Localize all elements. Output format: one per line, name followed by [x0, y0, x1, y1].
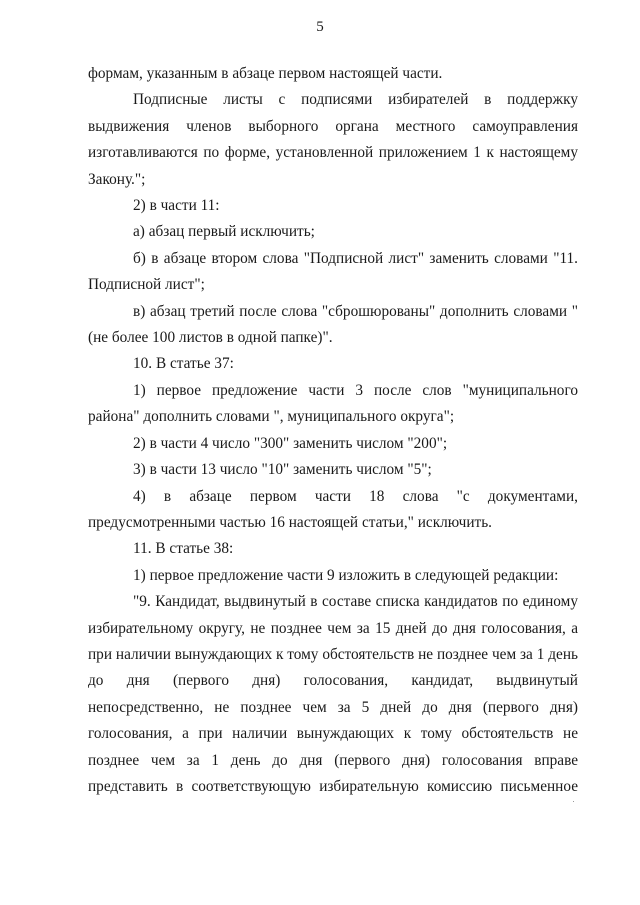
paragraph-6: в) абзац третий после слова "сброшюрованы" дополнить словами "(не более 100 листов в одной папке)".: [88, 302, 578, 347]
paragraph-2: Подписные листы с подписями избирателей в поддержку выдвижения членов выборного органа местного самоуправления изготавливаются по форме, установленной приложением 1 к настоящему Закону.";: [88, 91, 578, 188]
paragraph-12: 11. В статье 38:: [133, 540, 234, 558]
paragraph-5: б) в абзаце втором слова "Подписной лист" заменить словами "11. Подписной лист";: [88, 249, 578, 294]
paragraph-4: а) абзац первый исключить;: [133, 223, 315, 241]
paragraph-13: 1) первое предложение части 9 изложить в следующей редакции:: [133, 566, 559, 584]
paragraph-8: 1) первое предложение части 3 после слов "муниципального района" дополнить словами ", муниципального округа";: [88, 381, 578, 426]
paragraph-10: 3) в части 13 число "10" заменить числом "5";: [133, 461, 432, 479]
paragraph-11: 4) в абзаце первом части 18 слова "с документами, предусмотренными частью 16 настоящей статьи," исключить.: [88, 487, 578, 531]
page-number: 5: [316, 19, 324, 35]
paragraph-7: 10. В статье 37:: [133, 355, 234, 373]
paragraph-14: "9. Кандидат, выдвинутый в составе списка кандидатов по единому избирательному округу, не позднее чем за 15 дней до дня голосования, а при наличии вынуждающих к тому обстоятельств не позднее чем за 1 день до дня (первого дня) голосования, кандидат, выдвинутый непосредственно, не позднее чем за 5 дней до дня (первого дня) голосования, а при наличии вынуждающих к тому обстоятельств не позднее чем за 1 день до дня (первого дня) голосования вправе представить в соответствующую избирательную комиссию письменное: [88, 593, 578, 795]
document-body: [88, 61, 578, 800]
paragraph-1: формам, указанным в абзаце первом настоящей части.: [88, 65, 443, 82]
paragraph-9: 2) в части 4 число "300" заменить числом "200";: [133, 434, 448, 452]
scan-speck: [573, 801, 574, 802]
paragraph-3: 2) в части 11:: [133, 197, 220, 215]
